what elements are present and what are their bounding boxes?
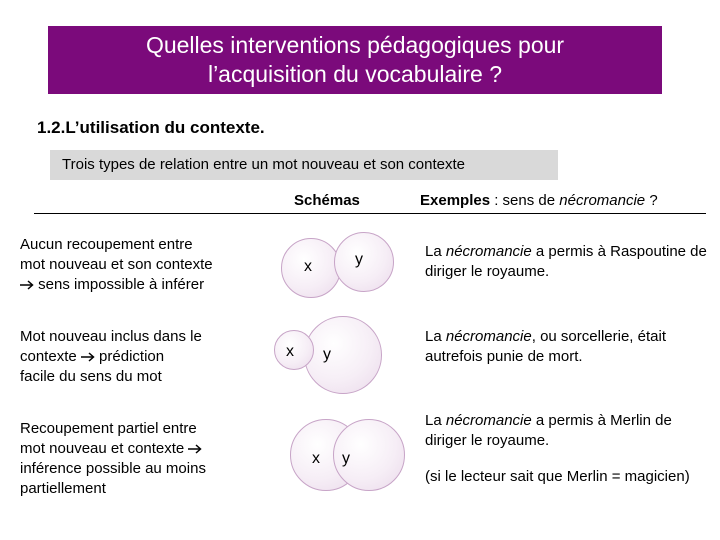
examples-header-end: ?	[645, 192, 658, 209]
examples-header-italic: nécromancie	[559, 192, 646, 209]
row3-desc-line1: Recoupement partiel entre	[20, 420, 197, 437]
row3-y-label: y	[342, 450, 350, 467]
row2-y-label: y	[323, 346, 331, 363]
row3-desc-line4: partiellement	[20, 480, 106, 497]
row2-example-post: , ou sorcellerie, était autrefois punie de mort.	[425, 328, 666, 365]
slide-title-line2: l’acquisition du vocabulaire ?	[207, 61, 503, 87]
row2-example-italic: nécromancie	[445, 328, 532, 345]
row3-note: (si le lecteur sait que Merlin = magicien)	[425, 468, 690, 485]
examples-header-bold: Exemples	[420, 192, 491, 209]
row3-example-italic: nécromancie	[445, 412, 532, 429]
row2-desc-line2	[20, 347, 265, 367]
row1-desc-line1: Aucun recoupement entre	[20, 236, 193, 253]
row2-desc-line1: Mot nouveau inclus dans le	[20, 328, 202, 345]
row1-circle-y	[334, 232, 394, 292]
row1-example-italic: nécromancie	[445, 243, 532, 260]
row1-example-post: a permis à Raspoutine de diriger le royaume.	[425, 243, 707, 280]
row2-desc-line2-post: prédiction	[94, 348, 165, 365]
row2-example	[425, 327, 710, 367]
row1-x-label: x	[304, 258, 312, 275]
row3-example	[425, 411, 710, 451]
row3-desc-line3: inférence possible au moins	[20, 460, 206, 477]
row3-example-pre: La	[425, 412, 446, 429]
row3-x-label: x	[312, 450, 320, 467]
row2-circle-y	[304, 316, 382, 394]
relation-types-label: Trois types de relation entre un mot nouveau et son contexte	[50, 150, 558, 180]
slide-title-line1: Quelles interventions pédagogiques pour	[145, 32, 565, 58]
row2-description	[20, 327, 265, 387]
row3-desc-line2	[20, 439, 265, 459]
slide-title	[48, 26, 662, 94]
row1-desc-after-arrow: sens impossible à inférer	[34, 276, 205, 293]
schemas-header: Schémas	[294, 192, 360, 209]
row1-desc-line3	[20, 275, 265, 295]
examples-header-rest: : sens de	[490, 192, 560, 209]
section-heading: 1.2.L’utilisation du contexte.	[37, 118, 265, 137]
header-divider	[34, 213, 706, 214]
row3-desc-line2-pre: mot nouveau et contexte	[20, 440, 189, 457]
row2-x-label: x	[286, 343, 294, 360]
row1-description	[20, 235, 265, 295]
row1-y-label: y	[355, 251, 363, 268]
examples-header	[420, 192, 658, 209]
arrow-right-icon	[81, 352, 95, 362]
row2-desc-line2-pre: contexte	[20, 348, 81, 365]
row2-circle-x	[274, 330, 314, 370]
arrow-right-icon	[20, 280, 34, 290]
row1-example-pre: La	[425, 243, 446, 260]
row2-desc-line3: facile du sens du mot	[20, 368, 162, 385]
row1-example	[425, 242, 710, 282]
row3-example-post: a permis à Merlin de diriger le royaume.	[425, 412, 672, 449]
row3-description	[20, 419, 265, 499]
arrow-right-icon	[188, 444, 202, 454]
row2-example-pre: La	[425, 328, 446, 345]
row1-desc-line2: mot nouveau et son contexte	[20, 256, 213, 273]
